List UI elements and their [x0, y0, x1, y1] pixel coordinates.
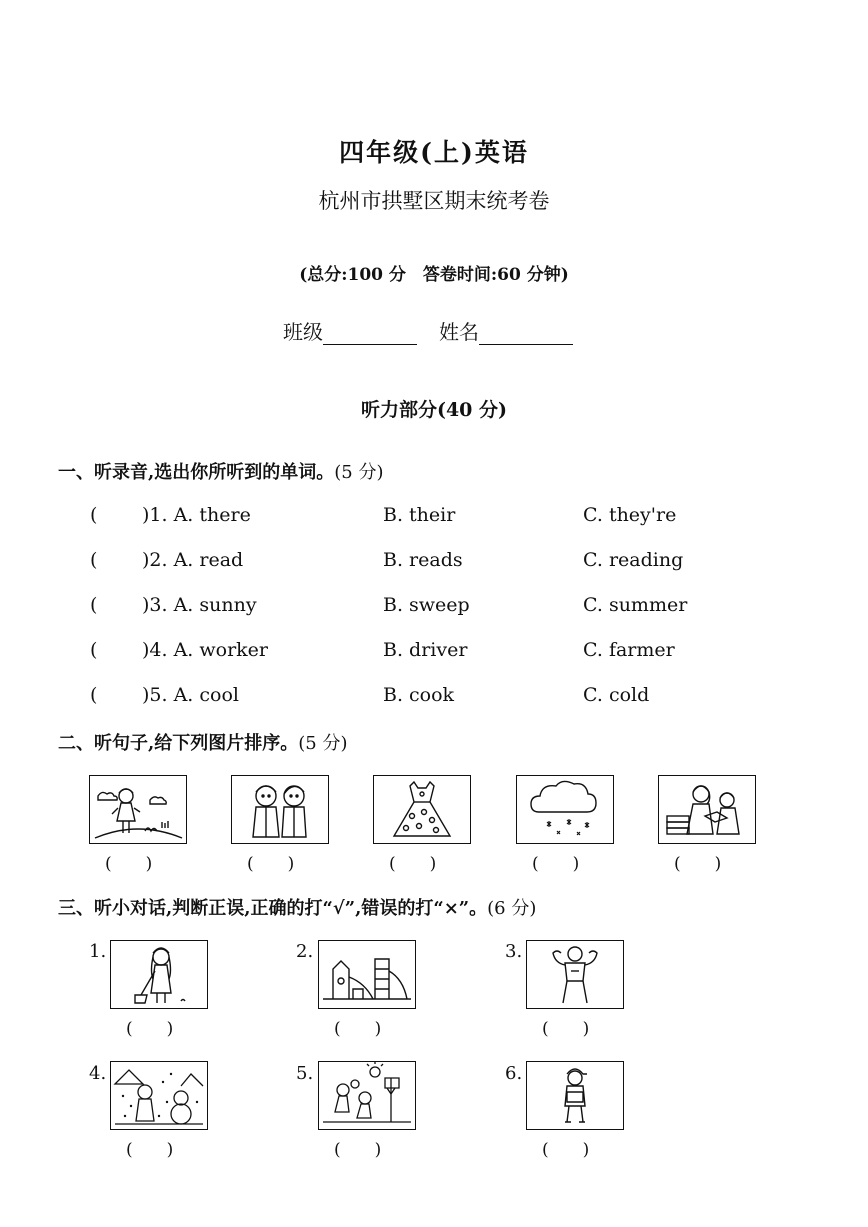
option-c: C. summer: [583, 594, 688, 616]
section-title: 听力部分(40 分): [360, 399, 508, 421]
name-label: 姓名: [439, 320, 479, 344]
children-playing-basketball-icon: [318, 1061, 416, 1130]
answer-paren[interactable]: (: [90, 639, 98, 661]
mother-and-child-reading-icon: [658, 775, 756, 844]
name-field[interactable]: [479, 322, 573, 345]
snowman-winter-icon: [110, 1061, 208, 1130]
option-b: B. their: [383, 504, 456, 526]
mc-question-5: [90, 684, 790, 710]
part3-heading: [58, 894, 536, 920]
part3-points: (6 分): [487, 898, 537, 919]
option-b: B. driver: [383, 639, 468, 661]
answer-paren[interactable]: (: [90, 504, 98, 526]
option-a: )3. A. sunny: [142, 594, 257, 616]
student-fields: [283, 316, 573, 345]
girl-sweeping-icon: [110, 940, 208, 1009]
two-children-icon: [231, 775, 329, 844]
exam-subtitle: 杭州市拱墅区期末统考卷: [318, 189, 550, 213]
option-b: B. cook: [383, 684, 455, 706]
part3-heading-text: 三、听小对话,判断正误,正确的打“√”,错误的打“×”。: [58, 898, 488, 919]
judge-answer-6[interactable]: ( ): [542, 1140, 590, 1160]
judge-answer-2[interactable]: ( ): [334, 1019, 382, 1039]
item-number-4: 4.: [89, 1063, 107, 1084]
part1-heading-text: 一、听录音,选出你所听到的单词。: [58, 462, 335, 483]
item-number-6: 6.: [505, 1063, 523, 1084]
item-number-5: 5.: [296, 1063, 314, 1084]
option-a: )4. A. worker: [142, 639, 269, 661]
page-title: 四年级(上)英语: [339, 138, 529, 167]
answer-paren[interactable]: (: [90, 594, 98, 616]
order-answer-4[interactable]: ( ): [532, 854, 580, 874]
order-answer-1[interactable]: ( ): [105, 854, 153, 874]
part2-heading: [58, 729, 347, 755]
item-number-2: 2.: [296, 941, 314, 962]
dress-icon: [373, 775, 471, 844]
option-a: )1. A. there: [142, 504, 251, 526]
answer-paren[interactable]: (: [90, 684, 98, 706]
mc-question-1: [90, 504, 790, 530]
option-c: C. farmer: [583, 639, 675, 661]
item-number-1: 1.: [89, 941, 107, 962]
order-answer-5[interactable]: ( ): [674, 854, 722, 874]
option-a: )5. A. cool: [142, 684, 239, 706]
judge-answer-1[interactable]: ( ): [126, 1019, 174, 1039]
answer-paren[interactable]: (: [90, 549, 98, 571]
strong-man-icon: [526, 940, 624, 1009]
playground-icon: [318, 940, 416, 1009]
delivery-worker-icon: [526, 1061, 624, 1130]
item-number-3: 3.: [505, 941, 523, 962]
judge-answer-5[interactable]: ( ): [334, 1140, 382, 1160]
judge-answer-4[interactable]: ( ): [126, 1140, 174, 1160]
mc-question-4: [90, 639, 790, 665]
part2-heading-text: 二、听句子,给下列图片排序。: [58, 733, 299, 754]
option-c: C. they're: [583, 504, 677, 526]
option-a: )2. A. read: [142, 549, 244, 571]
judge-answer-3[interactable]: ( ): [542, 1019, 590, 1039]
snow-cloud-icon: [516, 775, 614, 844]
class-field[interactable]: [323, 322, 417, 345]
option-c: C. reading: [583, 549, 684, 571]
mc-question-2: [90, 549, 790, 575]
option-b: B. sweep: [383, 594, 470, 616]
order-answer-3[interactable]: ( ): [389, 854, 437, 874]
option-b: B. reads: [383, 549, 463, 571]
girl-walking-outdoors-icon: [89, 775, 187, 844]
mc-question-3: [90, 594, 790, 620]
class-label: 班级: [283, 320, 323, 344]
option-c: C. cold: [583, 684, 650, 706]
part1-heading: [58, 458, 383, 484]
order-answer-2[interactable]: ( ): [247, 854, 295, 874]
part2-points: (5 分): [298, 733, 348, 754]
part1-points: (5 分): [334, 462, 384, 483]
exam-info: (总分:100 分 答卷时间:60 分钟): [299, 265, 569, 285]
